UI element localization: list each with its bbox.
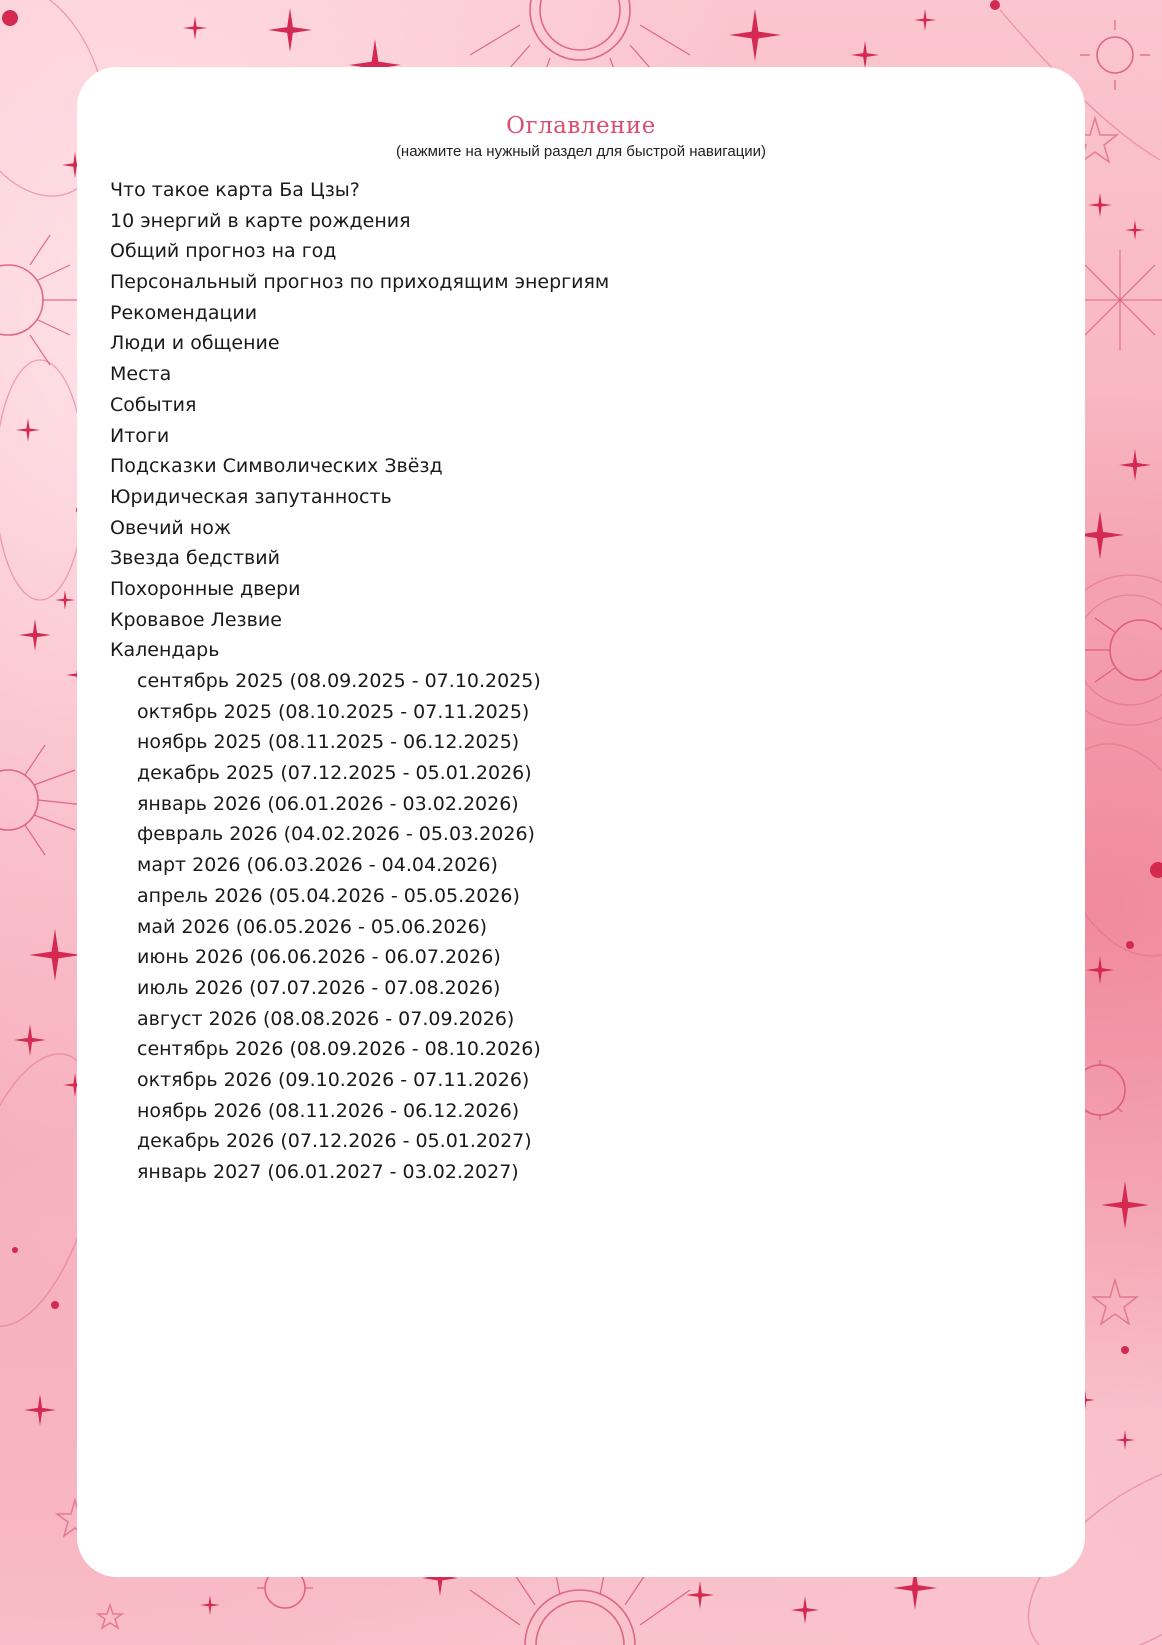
toc-item-link[interactable]: Общий прогноз на год <box>110 240 337 263</box>
toc-title: Оглавление <box>506 113 656 139</box>
toc-subitem-link[interactable]: январь 2027 (06.01.2027 - 03.02.2027) <box>137 1161 519 1183</box>
toc-subitem-link[interactable]: июнь 2026 (06.06.2026 - 06.07.2026) <box>137 946 501 969</box>
toc-subitem-link[interactable]: май 2026 (06.05.2026 - 05.06.2026) <box>137 915 488 938</box>
toc-item-link[interactable]: Что такое карта Ба Цзы? <box>110 179 360 201</box>
toc-subitem-link[interactable]: октябрь 2025 (08.10.2025 - 07.11.2025) <box>137 700 530 723</box>
toc-subitem-link[interactable]: февраль 2026 (04.02.2026 - 05.03.2026) <box>137 823 535 846</box>
toc-item-link[interactable]: 10 энергий в карте рождения <box>110 209 411 232</box>
toc-item-link[interactable]: Юридическая запутанность <box>110 485 392 508</box>
toc-subitem-link[interactable]: октябрь 2026 (09.10.2026 - 07.11.2026) <box>137 1068 530 1091</box>
toc-item-link[interactable]: Похоронные двери <box>110 577 301 600</box>
toc-item-link[interactable]: Подсказки Символических Звёзд <box>110 455 443 478</box>
toc-subitem-link[interactable]: март 2026 (06.03.2026 - 04.04.2026) <box>137 854 498 877</box>
toc-item-link[interactable]: Звезда бедствий <box>110 547 280 570</box>
toc-subitem-link[interactable]: сентябрь 2026 (08.09.2026 - 08.10.2026) <box>137 1038 541 1061</box>
toc-subitem-link[interactable]: декабрь 2026 (07.12.2026 - 05.01.2027) <box>137 1130 532 1153</box>
toc-subtitle: (нажмите на нужный раздел для быстрой навигации) <box>395 143 767 160</box>
toc-subitem-link[interactable]: январь 2026 (06.01.2026 - 03.02.2026) <box>137 792 519 815</box>
toc-subitem-link[interactable]: ноябрь 2026 (08.11.2026 - 06.12.2026) <box>137 1099 520 1122</box>
toc-subitem-link[interactable]: апрель 2026 (05.04.2026 - 05.05.2026) <box>137 884 520 907</box>
toc-subitem-link[interactable]: июль 2026 (07.07.2026 - 07.08.2026) <box>137 976 501 999</box>
toc-item-link[interactable]: Календарь <box>110 639 220 662</box>
toc-item-link[interactable]: Рекомендации <box>110 301 258 324</box>
toc-item-link[interactable]: Овечий нож <box>110 516 231 539</box>
toc-subitem-link[interactable]: декабрь 2025 (07.12.2025 - 05.01.2026) <box>137 762 532 785</box>
toc-item-link[interactable]: События <box>110 393 197 416</box>
toc-item-link[interactable]: Люди и общение <box>110 332 280 355</box>
toc-item-link[interactable]: Персональный прогноз по приходящим энергиям <box>110 271 610 294</box>
toc-list <box>110 175 609 1188</box>
toc-item-link[interactable]: Кровавое Лезвие <box>110 608 282 631</box>
toc-item-link[interactable]: Места <box>110 363 172 386</box>
toc-subitem-link[interactable]: ноябрь 2025 (08.11.2025 - 06.12.2025) <box>137 731 520 754</box>
toc-subitem-link[interactable]: сентябрь 2025 (08.09.2025 - 07.10.2025) <box>137 670 541 692</box>
toc-subitem-link[interactable]: август 2026 (08.08.2026 - 07.09.2026) <box>137 1007 515 1030</box>
toc-item-link[interactable]: Итоги <box>110 424 170 447</box>
